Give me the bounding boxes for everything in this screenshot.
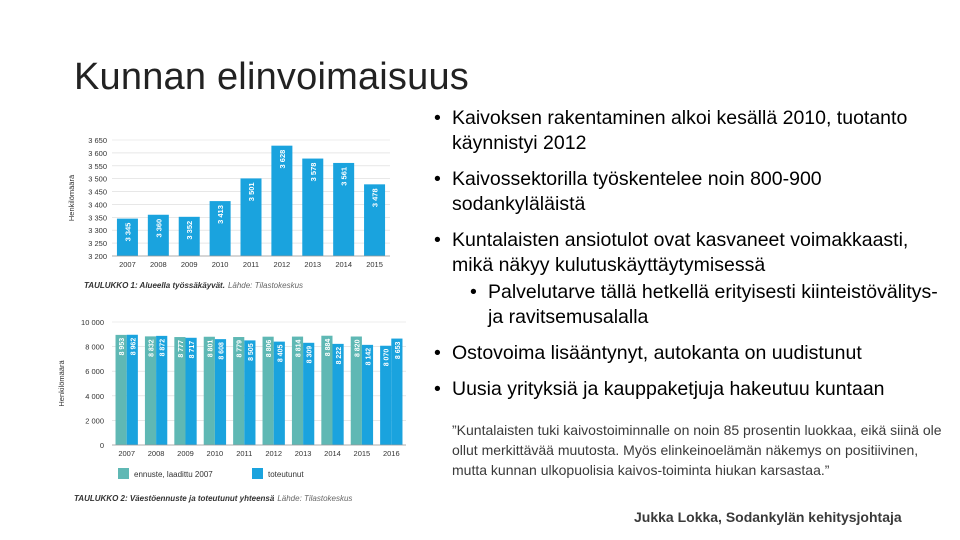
bar-value-label: 8 832 <box>148 339 156 357</box>
sub-bullet-item: • Palvelutarve tällä hetkellä erityisesti kiinteistövälitys- ja ravitsemusalalla <box>434 280 954 330</box>
bar-value-label: 8 779 <box>236 340 244 358</box>
bar-value-label: 8 884 <box>324 338 332 357</box>
y-tick-label: 3 400 <box>88 200 107 210</box>
bar-value-label: 8 070 <box>383 348 391 367</box>
bar-value-label: 8 962 <box>130 337 138 356</box>
bar-value-label: 3 352 <box>185 220 195 240</box>
x-tick-label: 2014 <box>335 260 353 269</box>
x-tick-label: 2010 <box>211 260 229 269</box>
bullet-item: • Kaivoksen rakentaminen alkoi kesällä 2010, tuotanto käynnistyi 2012 <box>434 106 954 156</box>
bar-value-label: 8 814 <box>295 339 303 358</box>
x-tick-label: 2010 <box>206 449 224 458</box>
x-tick-label: 2011 <box>242 260 260 269</box>
bullet-list <box>434 106 954 413</box>
legend-swatch <box>118 468 129 479</box>
legend-label: toteutunut <box>268 470 304 479</box>
caption-title: TAULUKKO 1: Alueella työssäkäyvät. <box>84 281 225 290</box>
bar-value-label: 3 360 <box>154 218 164 238</box>
bar-value-label: 3 628 <box>277 149 287 169</box>
bar-value-label: 8 777 <box>177 340 185 358</box>
bar-value-label: 8 405 <box>277 344 285 363</box>
legend-label: ennuste, laadittu 2007 <box>134 470 213 479</box>
y-tick-label: 3 650 <box>88 136 107 145</box>
x-tick-label: 2007 <box>119 260 136 269</box>
chart-caption <box>74 494 352 503</box>
bar-value-label: 8 953 <box>119 337 127 356</box>
bar-value-label: 8 806 <box>266 339 274 358</box>
x-tick-label: 2007 <box>118 449 136 458</box>
caption-source: Lähde: Tilastokeskus <box>227 281 304 290</box>
bullet-item: • Kuntalaisten ansiotulot ovat kasvaneet voimakkaasti, mikä näkyy kulutuskäyttäytymisessä <box>434 228 954 278</box>
bar-value-label: 3 561 <box>339 166 349 186</box>
y-tick-label: 3 300 <box>88 226 107 236</box>
x-tick-label: 2014 <box>324 449 341 458</box>
y-tick-label: 3 500 <box>88 174 107 184</box>
y-tick-label: 8 000 <box>85 342 104 352</box>
bullet-item: • Ostovoima lisääntynyt, autokanta on uudistunut <box>434 341 954 366</box>
bar-value-label: 3 478 <box>370 188 380 208</box>
y-tick-label: 2 000 <box>85 416 104 426</box>
quote-author: Jukka Lokka, Sodankylän kehitysjohtaja <box>634 509 902 525</box>
bar-value-label: 8 653 <box>394 341 402 360</box>
bar-value-label: 8 222 <box>336 346 344 365</box>
x-tick-label: 2008 <box>147 449 165 458</box>
bar-value-label: 8 801 <box>207 339 215 358</box>
chart-caption <box>84 281 303 290</box>
y-tick-label: 3 250 <box>88 239 107 249</box>
bar-value-label: 8 505 <box>247 343 255 361</box>
x-tick-label: 2013 <box>294 449 312 458</box>
x-tick-label: 2012 <box>265 449 283 458</box>
x-tick-label: 2013 <box>304 260 322 269</box>
bar-value-label: 8 142 <box>365 347 373 366</box>
caption-title: TAULUKKO 2: Väestöennuste ja toteutunut yhteensä <box>74 494 275 503</box>
quote-text: ”Kuntalaisten tuki kaivostoiminnalle on noin 85 prosentin luokkaa, eikä siinä ole ollut merkittävää muutosta. Myös elinkeinoelämän näkemys on positiivinen, mutta kunnan ulkopuolisia kaivos-toiminta hiukan karsastaa.” <box>452 422 942 478</box>
slide-title: Kunnan elinvoimaisuus <box>74 56 469 98</box>
bar-value-label: 3 345 <box>123 222 133 242</box>
y-tick-label: 3 600 <box>88 148 107 158</box>
x-tick-label: 2009 <box>180 260 198 269</box>
y-tick-label: 3 550 <box>88 161 107 171</box>
chart-population <box>56 312 416 508</box>
y-tick-label: 3 200 <box>88 252 107 261</box>
y-axis-label: Henkilömäärä <box>67 174 76 222</box>
caption-source: Lähde: Tilastokeskus <box>277 494 353 503</box>
x-tick-label: 2009 <box>177 449 194 458</box>
y-tick-label: 0 <box>99 441 104 450</box>
x-tick-label: 2016 <box>382 449 400 458</box>
legend-swatch <box>252 468 263 479</box>
bar-value-label: 8 872 <box>159 338 167 357</box>
x-tick-label: 2012 <box>273 260 291 269</box>
bar-value-label: 8 820 <box>354 339 362 358</box>
y-tick-label: 3 450 <box>88 187 107 197</box>
bar-value-label: 8 608 <box>218 342 226 360</box>
y-tick-label: 3 350 <box>88 213 107 223</box>
bar-value-label: 8 309 <box>306 345 314 364</box>
y-tick-label: 6 000 <box>85 367 104 377</box>
x-tick-label: 2008 <box>149 260 167 269</box>
y-tick-label: 4 000 <box>85 391 104 401</box>
bar-value-label: 3 578 <box>308 162 318 182</box>
bar-value-label: 8 717 <box>189 340 197 359</box>
bar-value-label: 3 501 <box>247 182 256 202</box>
bullet-item: • Uusia yrityksiä ja kauppaketjuja hakeutuu kuntaan <box>434 377 954 402</box>
x-tick-label: 2015 <box>366 260 383 269</box>
chart-workers <box>60 132 400 300</box>
bullet-item: • Kaivossektorilla työskentelee noin 800-900 sodankyläläistä <box>434 167 954 217</box>
y-tick-label: 10 000 <box>81 318 104 327</box>
x-tick-label: 2011 <box>236 449 253 458</box>
y-axis-label: Henkilömäärä <box>57 360 66 407</box>
x-tick-label: 2015 <box>353 449 371 458</box>
bar-value-label: 3 413 <box>216 205 226 224</box>
